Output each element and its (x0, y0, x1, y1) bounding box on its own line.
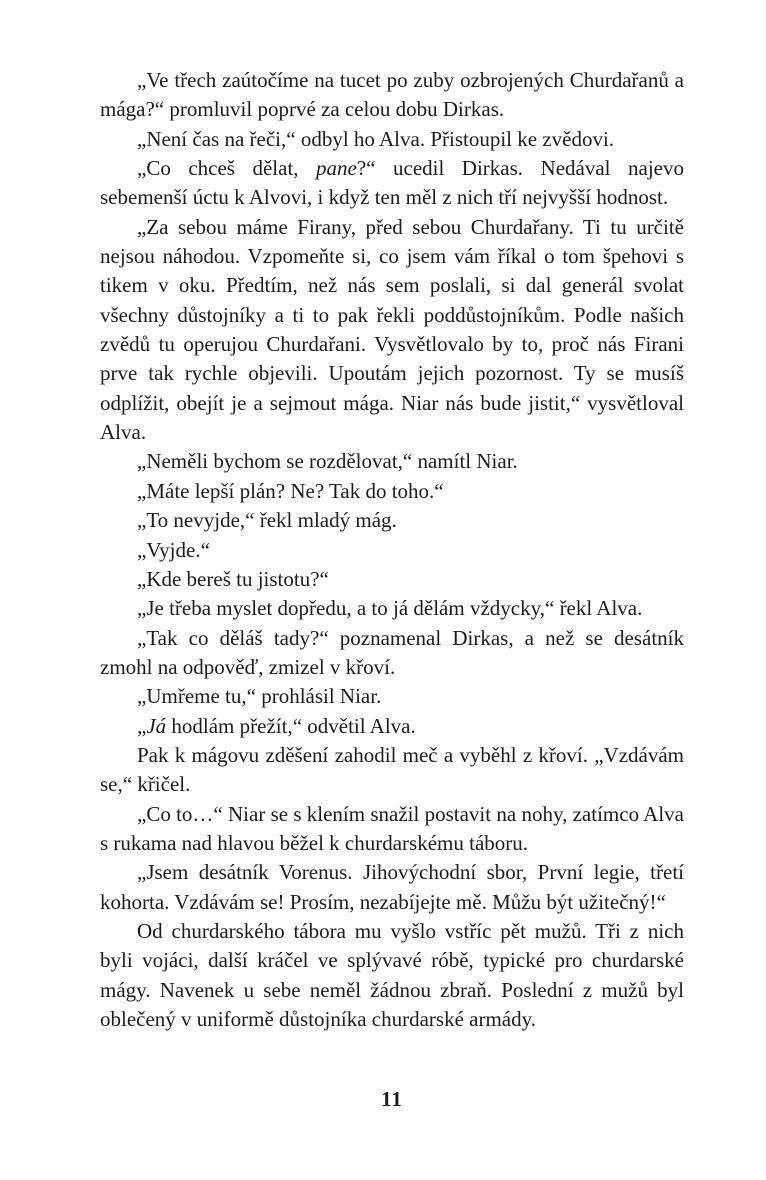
text-segment: „Za sebou máme Firany, před sebou Churdařany. Ti tu určitě nejsou náhodou. Vzpomeňte si, co jsem vám říkal o tom špehovi s tikem v oku. Předtím, než nás sem poslali, si dal generál svolat všechny důstojníky a ti to pak řekli poddůstojníkům. Podle našich zvědů tu operujou Churdařani. Vysvětlovalo by to, proč nás Firani prve tak rychle objevili. Upoutám jejich pozornost. Ty se musíš odplížit, obejít je a sejmout mága. Niar nás bude jistit,“ vysvětloval Alva. (100, 214, 684, 445)
paragraph (100, 594, 684, 623)
text-segment: „Co chceš dělat, (137, 156, 317, 181)
paragraph (100, 213, 684, 448)
paragraph (100, 917, 684, 1034)
text-segment: „Vyjde.“ (137, 537, 210, 562)
paragraph (100, 624, 684, 683)
text-segment: „ (137, 713, 147, 738)
paragraph (100, 536, 684, 565)
text-segment: Pak k mágovu zděšení zahodil meč a vyběhl z křoví. „Vzdávám se,“ křičel. (100, 742, 684, 797)
paragraph (100, 712, 684, 741)
paragraph (100, 154, 684, 213)
text-segment: „Tak co děláš tady?“ poznamenal Dirkas, a než se desátník zmohl na odpověď, zmizel v křoví. (100, 625, 684, 679)
text-segment: hodlám přežít,“ odvětil Alva. (166, 713, 416, 738)
body-text (100, 66, 684, 1034)
text-segment: ?“ ucedil Dirkas. Nedával najevo sebemenší úctu k Alvovi, i když ten měl z nich tří nejvyšší hodnost. (100, 156, 684, 210)
paragraph (100, 506, 684, 535)
paragraph (100, 858, 684, 917)
paragraph (100, 565, 684, 594)
paragraph (100, 125, 684, 154)
text-segment: „Neměli bychom se rozdělovat,“ namítl Niar. (137, 449, 518, 474)
text-segment: „Co to…“ Niar se s klením snažil postavit na nohy, zatímco Alva s rukama nad hlavou běžel k churdarskému táboru. (100, 801, 684, 855)
text-segment: „Máte lepší plán? Ne? Tak do toho.“ (137, 478, 444, 503)
paragraph (100, 447, 684, 476)
paragraph (100, 477, 684, 506)
paragraph (100, 800, 684, 859)
paragraph (100, 66, 684, 125)
text-segment: „Ve třech zaútočíme na tucet po zuby ozbrojených Churdařanů a mága?“ promluvil poprvé za celou dobu Dirkas. (100, 68, 684, 122)
paragraph (100, 682, 684, 711)
text-segment: „Je třeba myslet dopředu, a to já dělám vždycky,“ řekl Alva. (137, 596, 643, 621)
text-segment: Od churdarského tábora mu vyšlo vstříc pět mužů. Tři z nich byli vojáci, další kráčel ve splývavé róbě, typické pro churdarské mágy. Navenek u sebe neměl žádnou zbraň. Poslední z mužů byl oblečený v uniformě důstojníka churdarské armády. (100, 918, 684, 1031)
text-segment: „Kde bereš tu jistotu?“ (137, 566, 329, 591)
italic-text: pane (316, 156, 357, 181)
text-segment: „To nevyjde,“ řekl mladý mág. (137, 508, 397, 533)
text-segment: „Jsem desátník Vorenus. Jihovýchodní sbor, První legie, třetí kohorta. Vzdávám se! Prosím, nezabíjejte mě. Můžu být užitečný!“ (100, 860, 684, 914)
text-segment: „Umřeme tu,“ prohlásil Niar. (137, 684, 382, 709)
paragraph (100, 741, 684, 800)
page-number: 11 (381, 1087, 403, 1111)
text-segment: „Není čas na řeči,“ odbyl ho Alva. Přistoupil ke zvědovi. (137, 126, 615, 151)
italic-text: Já (146, 713, 167, 738)
